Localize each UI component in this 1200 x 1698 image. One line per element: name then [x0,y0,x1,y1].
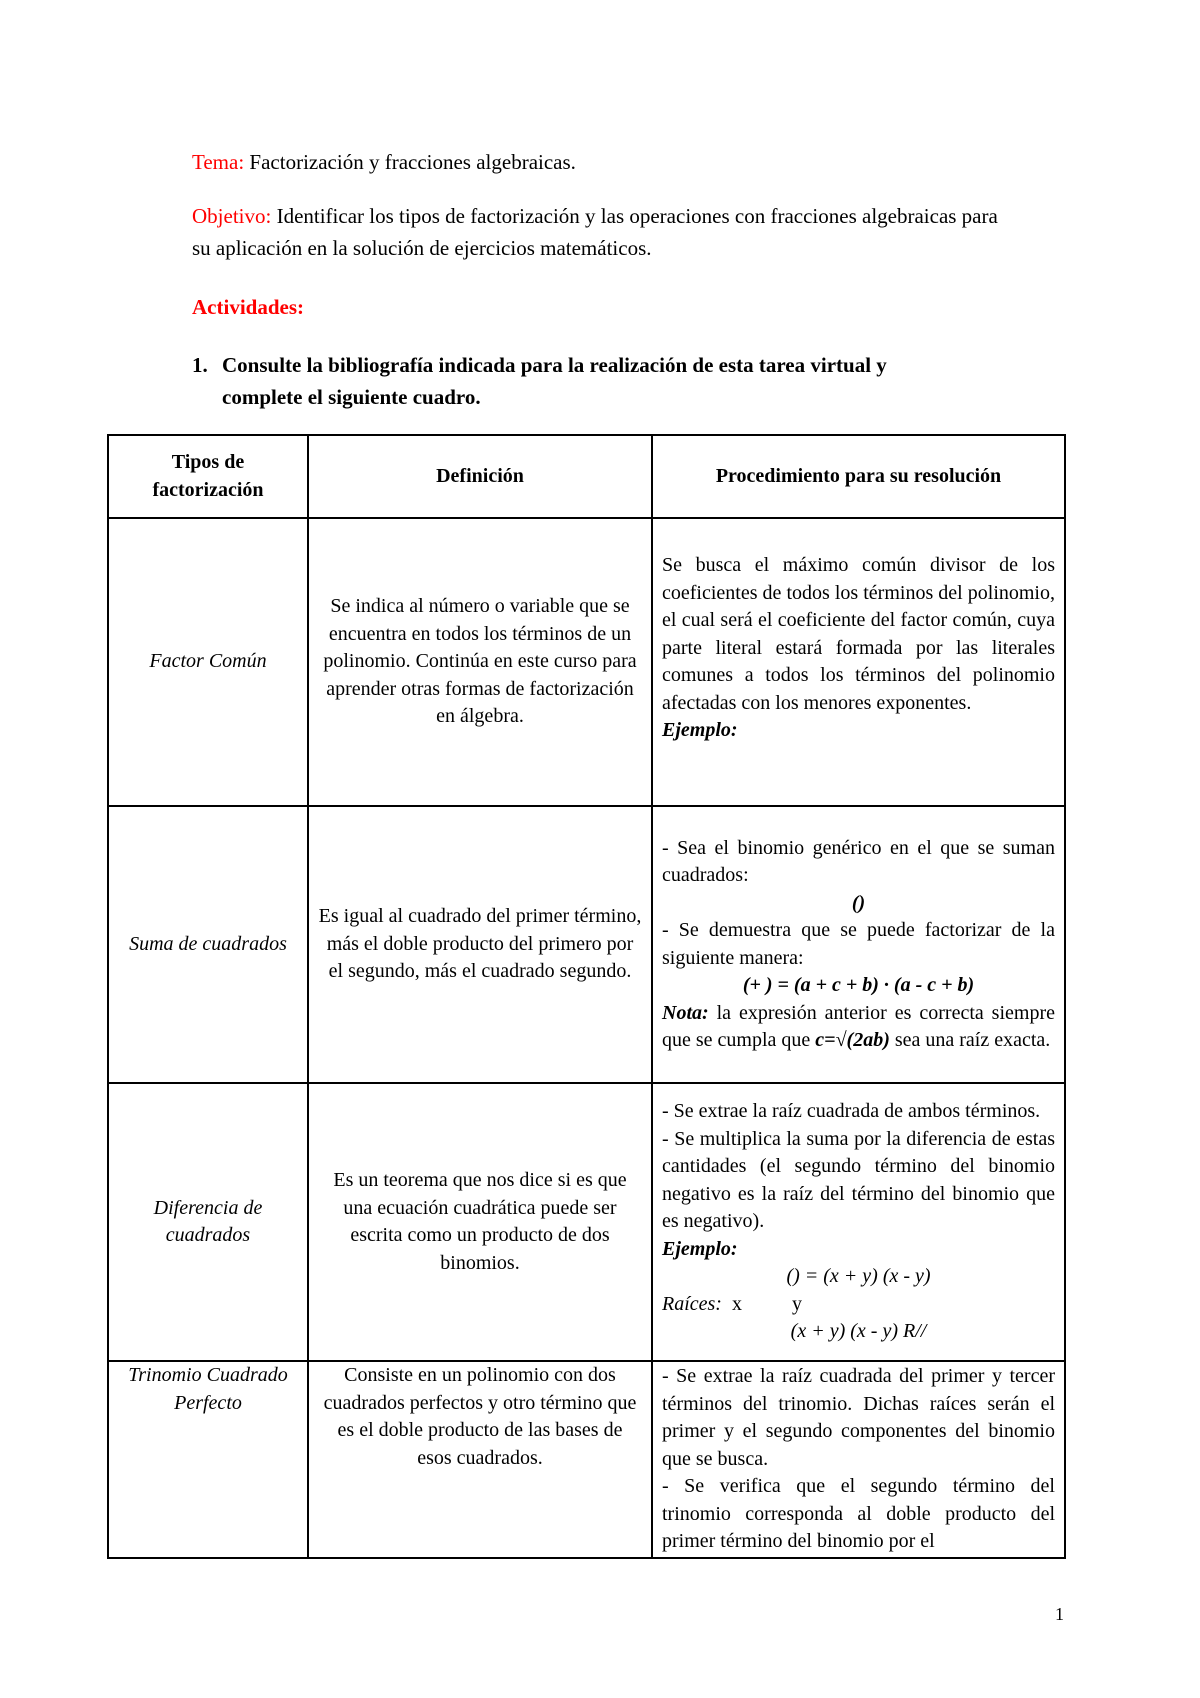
type-cell: Trinomio Cuadrado Perfecto [108,1361,308,1558]
table-row [108,1361,1065,1558]
table-header-row [108,435,1065,518]
header-procedimiento: Procedimiento para su resolución [652,435,1065,518]
tema-label: Tema: [192,150,245,174]
note-text: la expresión anterior es correcta siempre que se cumpla que [662,1001,1055,1051]
definition-cell: Se indica al número o variable que se encuentra en todos los términos de un polinomio. Continúa en este curso para aprender otras formas de factorización en álgebra. [308,518,652,806]
objetivo-text: Identificar los tipos de factorización y las operaciones con fracciones algebraicas para su aplicación en la solución de ejercicios matemáticos. [192,204,998,260]
procedure-cell [652,518,1065,806]
procedure-cell [652,1083,1065,1361]
procedure-cell [652,806,1065,1083]
formula: () [851,891,866,914]
note-label: Nota: [662,1001,709,1024]
table-row [108,518,1065,806]
example-label: Ejemplo: [662,719,738,741]
table-row [108,1083,1065,1361]
example-label: Ejemplo: [662,1237,738,1260]
header-definicion: Definición [308,435,652,518]
item-text: Consulte la bibliografía indicada para la realización de esta tarea virtual y complete el siguiente cuadro. [222,353,887,409]
formula: (+ ) = (a + c + b) · (a - c + b) [742,974,975,996]
procedure-cell [652,1361,1065,1558]
procedure-text: Se busca el máximo común divisor de los coeficientes de todos los términos del polinomio, el cual será el coeficiente del factor común, cuya parte literal estará formada por las literales comunes a todos los términos del polinomio afectadas con los menores exponentes. [662,554,1055,714]
roots-label: Raíces: [662,1292,722,1315]
item-number: 1. [192,353,208,377]
tema-text: Factorización y fracciones algebraicas. [244,150,576,174]
note-formula: c=√(2ab) [815,1029,890,1051]
roots-values: x y [721,1292,802,1315]
note-text-end: sea una raíz exacta. [889,1029,1051,1051]
procedure-line: - Se extrae la raíz cuadrada del primer y tercer términos del trinomio. Dichas raíces serán el primer y el segundo componentes del binomio que se busca. [662,1365,1055,1470]
definition-cell: Es igual al cuadrado del primer término, más el doble producto del primero por el segundo, más el cuadrado segundo. [308,806,652,1083]
definition-cell: Es un teorema que nos dice si es que una ecuación cuadrática puede ser escrita como un producto de dos binomios. [308,1083,652,1361]
type-cell: Suma de cuadrados [108,806,308,1083]
header-tipos: Tipos de factorización [108,435,308,518]
tema-line [192,146,576,178]
procedure-line: - Se demuestra que se puede factorizar de la siguiente manera: [662,919,1055,969]
procedure-line: - Se verifica que el segundo término del trinomio corresponda al doble producto del primer término del binomio por el [662,1475,1055,1553]
procedure-line: - Se extrae la raíz cuadrada de ambos términos. [662,1100,1041,1123]
result: (x + y) (x - y) R// [790,1320,927,1343]
definition-cell: Consiste en un polinomio con dos cuadrados perfectos y otro término que es el doble producto de las bases de esos cuadrados. [308,1361,652,1558]
objetivo-label: Objetivo: [192,204,272,228]
objetivo-paragraph [192,200,1012,264]
example-formula: () = (x + y) (x - y) [786,1265,931,1288]
type-cell: Diferencia de cuadrados [108,1083,308,1361]
actividades-heading: Actividades: [192,295,304,319]
page-number: 1 [1055,1604,1064,1624]
factorization-table [107,434,1066,1559]
type-cell: Factor Común [108,518,308,806]
procedure-line: - Sea el binomio genérico en el que se suman cuadrados: [662,836,1055,886]
table-row [108,806,1065,1083]
procedure-line: - Se multiplica la suma por la diferencia de estas cantidades (el segundo término del binomio negativo es la raíz del término del binomio que es negativo). [662,1127,1055,1233]
